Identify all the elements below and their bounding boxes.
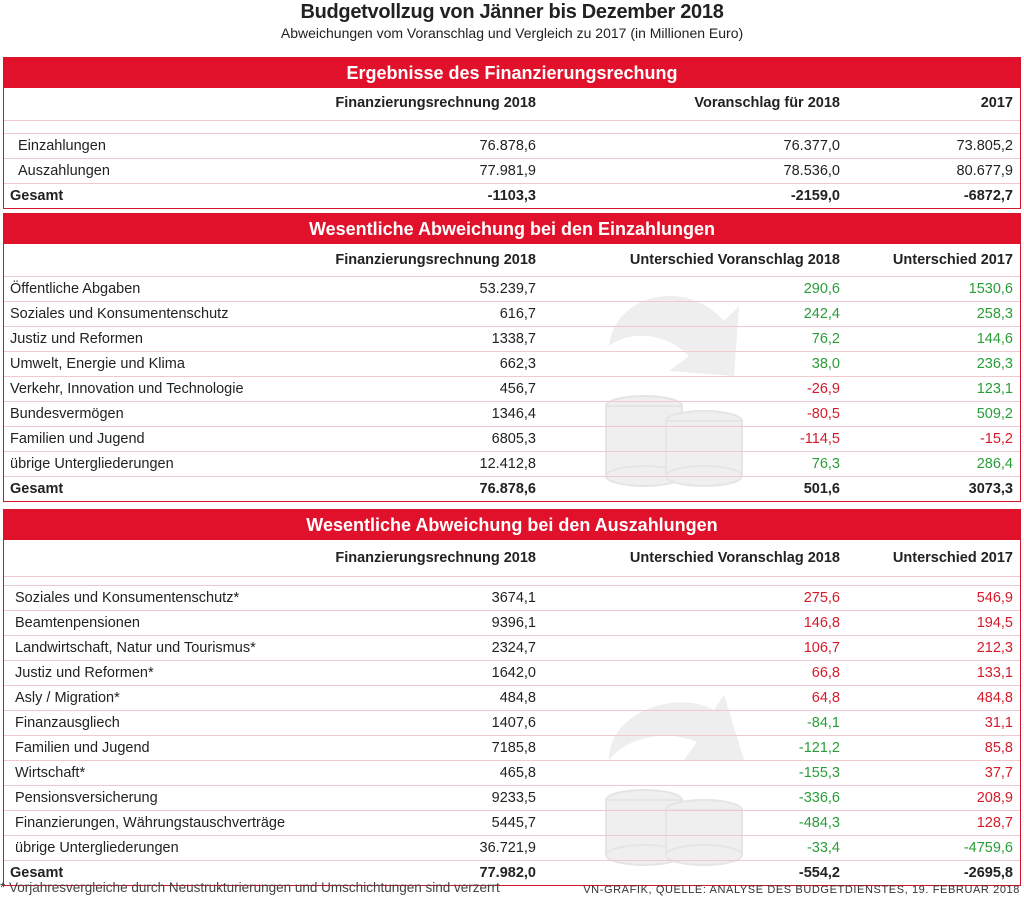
expenditure-deviation-table: [3, 509, 1021, 886]
financing-value: 1642,0: [491, 665, 536, 681]
row-label: Familien und Jugend: [15, 740, 150, 756]
total-row: [4, 477, 1020, 501]
row-label: Pensionsversicherung: [15, 790, 158, 806]
table-row: [4, 377, 1020, 402]
financing-value: 9233,5: [491, 790, 536, 806]
table-row: [4, 636, 1020, 661]
budget-deviation-value: 78.536,0: [783, 163, 840, 179]
financing-results-table: [3, 57, 1021, 209]
financing-value: 53.239,7: [479, 281, 536, 297]
prior-year-value: 80.677,9: [956, 163, 1013, 179]
financing-value: 3674,1: [491, 590, 536, 606]
section-heading: Ergebnisse des Finanzierungsrechung: [4, 58, 1020, 88]
budget-deviation-value: -2159,0: [790, 188, 840, 204]
row-label: Justiz und Reformen: [10, 331, 143, 347]
prior-year-value: 286,4: [976, 456, 1013, 472]
budget-deviation-value: 242,4: [803, 306, 840, 322]
table-row: [4, 402, 1020, 427]
prior-year-value: -6872,7: [963, 188, 1013, 204]
budget-deviation-value: -33,4: [806, 840, 840, 856]
budget-deviation-value: -484,3: [798, 815, 840, 831]
prior-year-value: 73.805,2: [956, 138, 1013, 154]
table-body: [4, 134, 1020, 208]
financing-value: 662,3: [499, 356, 536, 372]
budget-deviation-value: -114,5: [799, 431, 840, 447]
budget-deviation-value: 146,8: [803, 615, 840, 631]
table-row: [4, 686, 1020, 711]
column-header: Unterschied 2017: [892, 252, 1013, 268]
prior-year-value: 37,7: [984, 765, 1013, 781]
section-heading: Wesentliche Abweichung bei den Einzahlungen: [4, 214, 1020, 244]
table-row: [4, 611, 1020, 636]
budget-deviation-value: -155,3: [798, 765, 840, 781]
prior-year-value: 212,3: [976, 640, 1013, 656]
financing-value: 77.982,0: [479, 865, 536, 881]
table-row: [4, 134, 1020, 159]
budget-deviation-value: -80,5: [806, 406, 840, 422]
source-credit: VN-GRAFIK, QUELLE: ANALYSE DES BUDGETDIENSTES, 19. FEBRUAR 2018: [583, 884, 1020, 896]
table-row: [4, 327, 1020, 352]
budget-deviation-value: 64,8: [811, 690, 840, 706]
budget-deviation-value: 501,6: [803, 481, 840, 497]
spacer: [4, 577, 1020, 586]
financing-value: 12.412,8: [479, 456, 536, 472]
prior-year-value: 85,8: [984, 740, 1013, 756]
budget-deviation-value: 38,0: [811, 356, 840, 372]
financing-value: 5445,7: [491, 815, 536, 831]
total-row: [4, 184, 1020, 208]
table-row: [4, 786, 1020, 811]
column-header: Finanzierungsrechnung 2018: [335, 252, 536, 268]
table-row: [4, 159, 1020, 184]
page-title: Budgetvollzug von Jänner bis Dezember 2018: [300, 1, 724, 23]
table-row: [4, 661, 1020, 686]
row-label: Soziales und Konsumentenschutz: [10, 306, 229, 322]
row-label: Gesamt: [10, 481, 64, 497]
budget-deviation-value: -26,9: [806, 381, 840, 397]
prior-year-value: 546,9: [976, 590, 1013, 606]
budget-deviation-value: -84,1: [806, 715, 840, 731]
prior-year-value: -4759,6: [963, 840, 1013, 856]
budget-deviation-value: -554,2: [798, 865, 840, 881]
page-subtitle: Abweichungen vom Voranschlag und Vergleich zu 2017 (in Millionen Euro): [280, 25, 744, 41]
row-label: Finanzierungen, Währungstauschverträge: [15, 815, 286, 831]
row-label: Beamtenpensionen: [15, 615, 140, 631]
table-header-row: [4, 244, 1020, 277]
table-row: [4, 711, 1020, 736]
row-label: übrige Untergliederungen: [10, 456, 174, 472]
row-label: Familien und Jugend: [10, 431, 145, 447]
budget-deviation-value: 66,8: [811, 665, 840, 681]
budget-deviation-value: 275,6: [803, 590, 840, 606]
column-header: Unterschied Voranschlag 2018: [629, 252, 840, 268]
budget-deviation-value: -121,2: [798, 740, 840, 756]
table-row: [4, 761, 1020, 786]
table-header-row: [4, 88, 1020, 121]
row-label: übrige Untergliederungen: [15, 840, 179, 856]
financing-value: 6805,3: [491, 431, 536, 447]
financing-value: 77.981,9: [479, 163, 536, 179]
budget-deviation-value: 76,2: [811, 331, 840, 347]
row-label: Auszahlungen: [18, 163, 110, 179]
prior-year-value: 258,3: [976, 306, 1013, 322]
column-header: Finanzierungsrechnung 2018: [335, 95, 536, 111]
column-header: Finanzierungsrechnung 2018: [335, 550, 536, 566]
prior-year-value: -2695,8: [963, 865, 1013, 881]
prior-year-value: 123,1: [976, 381, 1013, 397]
financing-value: 9396,1: [491, 615, 536, 631]
table-row: [4, 352, 1020, 377]
prior-year-value: 133,1: [976, 665, 1013, 681]
financing-value: 7185,8: [491, 740, 536, 756]
row-label: Finanzausgliech: [15, 715, 120, 731]
table-row: [4, 452, 1020, 477]
prior-year-value: 509,2: [976, 406, 1013, 422]
budget-deviation-value: 106,7: [803, 640, 840, 656]
row-label: Landwirtschaft, Natur und Tourismus*: [15, 640, 256, 656]
table-body: [4, 277, 1020, 501]
budget-deviation-value: 290,6: [803, 281, 840, 297]
financing-value: 2324,7: [491, 640, 536, 656]
financing-value: 1338,7: [491, 331, 536, 347]
prior-year-value: 144,6: [976, 331, 1013, 347]
prior-year-value: 236,3: [976, 356, 1013, 372]
prior-year-value: 484,8: [976, 690, 1013, 706]
row-label: Asly / Migration*: [15, 690, 120, 706]
row-label: Justiz und Reformen*: [15, 665, 154, 681]
table-row: [4, 836, 1020, 861]
table-body: [4, 586, 1020, 885]
financing-value: 76.878,6: [479, 481, 536, 497]
financing-value: 36.721,9: [479, 840, 536, 856]
row-label: Soziales und Konsumentenschutz*: [15, 590, 240, 606]
revenue-deviation-table: [3, 213, 1021, 502]
table-row: [4, 302, 1020, 327]
table-row: [4, 277, 1020, 302]
table-header-row: [4, 540, 1020, 577]
table-row: [4, 811, 1020, 836]
prior-year-value: 31,1: [984, 715, 1013, 731]
financing-value: 484,8: [499, 690, 536, 706]
prior-year-value: 208,9: [976, 790, 1013, 806]
row-label: Verkehr, Innovation und Technologie: [10, 381, 244, 397]
row-label: Wirtschaft*: [15, 765, 86, 781]
prior-year-value: 194,5: [976, 615, 1013, 631]
financing-value: 616,7: [499, 306, 536, 322]
prior-year-value: 3073,3: [968, 481, 1013, 497]
column-header: 2017: [980, 95, 1013, 111]
financing-value: 1407,6: [491, 715, 536, 731]
prior-year-value: 1530,6: [968, 281, 1013, 297]
column-header: Unterschied Voranschlag 2018: [629, 550, 840, 566]
spacer: [4, 121, 1020, 134]
row-label: Gesamt: [10, 865, 64, 881]
table-row: [4, 427, 1020, 452]
row-label: Gesamt: [10, 188, 64, 204]
financing-value: 456,7: [499, 381, 536, 397]
row-label: Umwelt, Energie und Klima: [10, 356, 185, 372]
budget-deviation-value: -336,6: [798, 790, 840, 806]
financing-value: 1346,4: [491, 406, 536, 422]
table-row: [4, 586, 1020, 611]
row-label: Öffentliche Abgaben: [10, 281, 141, 297]
table-row: [4, 736, 1020, 761]
budget-deviation-value: 76,3: [811, 456, 840, 472]
prior-year-value: 128,7: [976, 815, 1013, 831]
financing-value: 76.878,6: [479, 138, 536, 154]
column-header: Unterschied 2017: [892, 550, 1013, 566]
prior-year-value: -15,2: [979, 431, 1013, 447]
financing-value: 465,8: [499, 765, 536, 781]
row-label: Bundesvermögen: [10, 406, 124, 422]
section-heading: Wesentliche Abweichung bei den Auszahlungen: [4, 510, 1020, 540]
budget-deviation-value: 76.377,0: [783, 138, 840, 154]
row-label: Einzahlungen: [18, 138, 106, 154]
financing-value: -1103,3: [487, 188, 536, 204]
footnote: * Vorjahresvergleiche durch Neustrukturierungen und Umschichtungen sind verzerrt: [0, 880, 500, 895]
column-header: Voranschlag für 2018: [694, 95, 840, 111]
